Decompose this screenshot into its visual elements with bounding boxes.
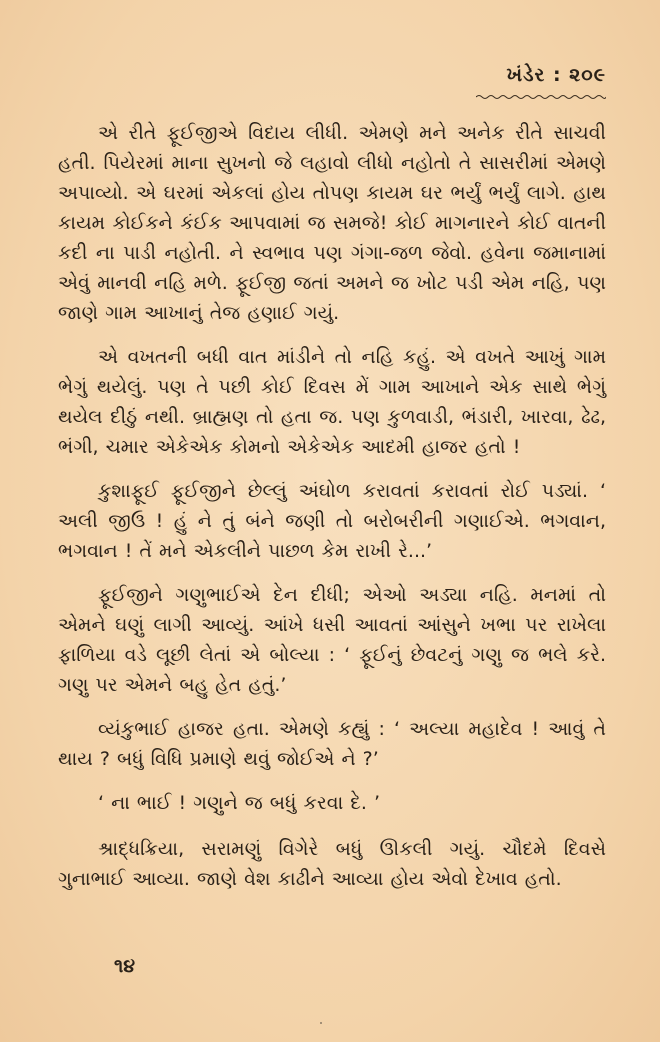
- paragraph: શ્રાદ્ધક્રિયા, સરામણું વિગેરે બધું ઊકલી ગયું. ચૌદમે દિવસે ગુનાભાઈ આવ્યા. જાણે વેશ કાઢીને આવ્યા હોય એવો દેખાવ હતો.: [58, 838, 606, 890]
- paragraph: કુશાફૂઈ ફૂઈજીને છેલ્લું અંઘોળ કરાવતાં કરાવતાં રોઈ પડ્યાં. ‘ અલી જીઉ ! હું ને તું બંને જણી તો બરોબરીની ગણાઈએ. ભગવાન, ભગવાન ! તેં મને એકલીને પાછળ કેમ રાખી રે...’: [58, 480, 606, 562]
- paragraph: ‘ ના ભાઈ ! ગણુને જ બધું કરવા દે. ’: [98, 792, 380, 814]
- paragraph: એ વખતની બધી વાત માંડીને તો નહિ કહું. એ વખતે આખું ગામ ભેગું થયેલું. પણ તે પછી કોઈ દિવસ મેં ગામ આખાને એક સાથે ભેગું થયેલ દીઠું નથી. બ્રાહ્મણ તો હતા જ. પણ કુળવાડી, ભંડારી, ખારવા, ઢેઢ, ભંગી, ચમાર એકેએક કોમનો એકેએક આદમી હાજર હતો !: [58, 346, 606, 458]
- paragraph: એ રીતે ફૂઈજીએ વિદાય લીધી. એમણે મને અનેક રીતે સાચવી હતી. પિયેરમાં માના સુખનો જે લહાવો લીધો નહોતો તે સાસરીમાં એમણે અપાવ્યો. એ ઘરમાં એકલાં હોય તોપણ કાયમ ઘર ભર્યું ભર્યું લાગે. હાથ કાયમ કોઈકને કંઈક આપવામાં જ સમજે! કોઈ માગનારને કોઈ વાતની કદી ના પાડી નહોતી. ને સ્વભાવ પણ ગંગા-જળ જેવો. હવેના જમાનામાં એવું માનવી નહિ મળે. ફૂઈજી જતાં અમને જ ખોટ પડી એમ નહિ, પણ જાણે ગામ આખાનું તેજ હણાઈ ગયું.: [58, 122, 606, 324]
- wavy-header-rule: [476, 94, 606, 100]
- running-header: ખંડેર : ૨૦૯: [506, 64, 606, 86]
- body-text: [58, 118, 606, 908]
- signature-mark: ૧૪: [114, 955, 136, 977]
- book-page: [58, 0, 606, 1042]
- paragraph: વ્યંકુભાઈ હાજર હતા. એમણે કહ્યું : ‘ અલ્યા મહાદેવ ! આવું તે થાય ? બધું વિધિ પ્રમાણે થવું જોઈએ ને ?’: [58, 718, 606, 770]
- paragraph: ફૂઈજીને ગણુભાઈએ દેન દીધી; એઓ અડ્યા નહિ. મનમાં તો એમને ઘણું લાગી આવ્યું. આંખે ધસી આવતાં આંસુને ખભા પર રાખેલા ફાળિયા વડે લૂછી લેતાં એ બોલ્યા : ‘ ફૂઈનું છેવટનું ગણુ જ ભલે કરે. ગણુ પર એમને બહુ હેત હતું.’: [58, 584, 606, 696]
- paper-speck: [320, 1022, 322, 1024]
